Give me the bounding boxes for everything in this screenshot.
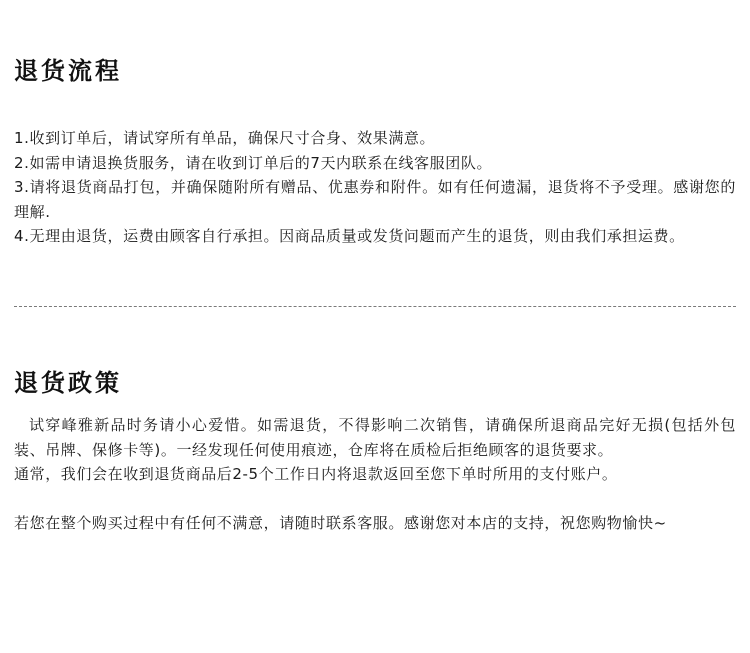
return-policy-paragraph-closing: 若您在整个购买过程中有任何不满意，请随时联系客服。感谢您对本店的支持，祝您购物愉快~ [14,514,667,532]
return-policy-paragraph-refund: 通常，我们会在收到退货商品后2-5个工作日内将退款返回至您下单时所用的支付账户。 [14,465,618,483]
return-process-list [14,126,736,249]
section-divider [14,306,736,307]
return-process-step-3: 3.请将退货商品打包，并确保随附所有赠品、优惠券和附件。如有任何遗漏，退货将不予受理。感谢您的理解. [14,178,736,221]
return-process-step-4: 4.无理由退货，运费由顾客自行承担。因商品质量或发货问题而产生的退货，则由我们承担运费。 [14,227,685,245]
paragraph-spacer [14,487,736,512]
return-policy-paragraph-condition: 试穿峰雅新品时务请小心爱惜。如需退货，不得影响二次销售，请确保所退商品完好无损(包括外包装、吊牌、保修卡等)。一经发现任何使用痕迹，仓库将在质检后拒绝顾客的退货要求。 [14,416,736,459]
return-policy-title: 退货政策 [14,369,122,397]
return-process-title: 退货流程 [14,57,122,85]
return-process-step-2: 2.如需申请退换货服务，请在收到订单后的7天内联系在线客服团队。 [14,153,493,172]
return-process-step-1: 1.收到订单后，请试穿所有单品，确保尺寸合身、效果满意。 [14,129,436,147]
return-policy-body [14,413,736,536]
